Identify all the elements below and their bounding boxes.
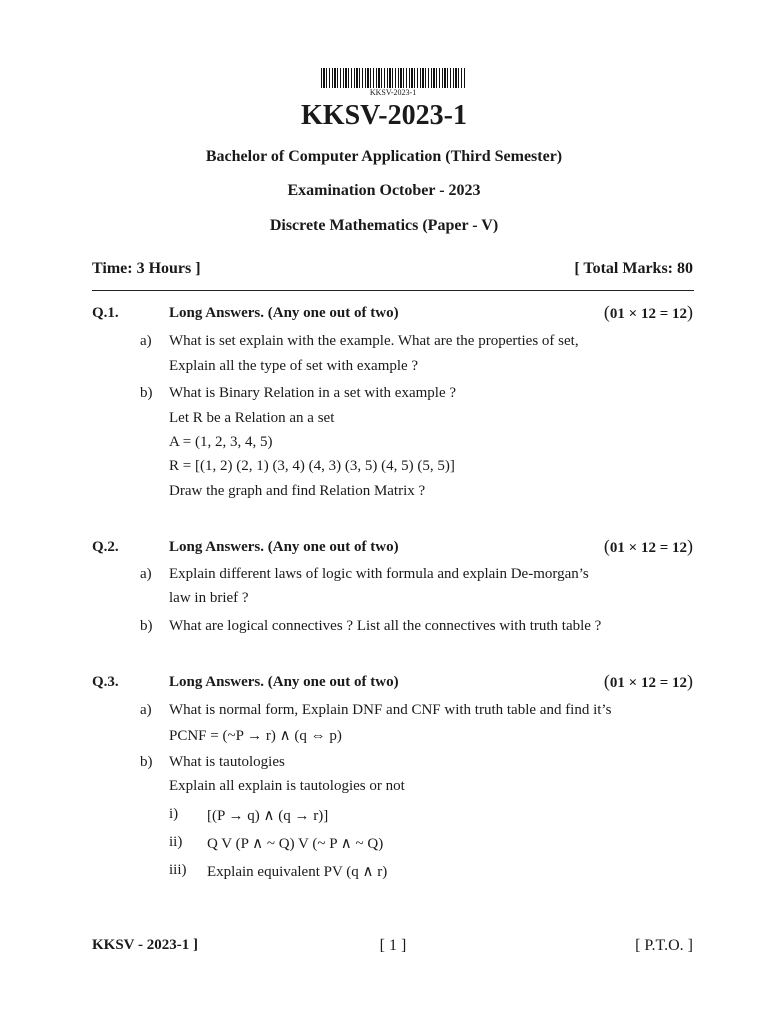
- part-label: a): [140, 566, 152, 582]
- page-number: [ 1 ]: [379, 937, 407, 954]
- part-text-line: Explain different laws of logic with formula and explain De-morgan’s: [169, 566, 589, 582]
- part-text-line: law in brief ?: [169, 590, 249, 606]
- question-number: Q.3.: [92, 674, 119, 690]
- please-turn-over: [ P.T.O. ]: [635, 937, 693, 954]
- question-marks: (01 × 12 = 12): [603, 671, 693, 691]
- question-title: Long Answers. (Any one out of two): [169, 539, 399, 555]
- part-text-line: What is Binary Relation in a set with example ?: [169, 385, 457, 401]
- part-text-line: A = (1, 2, 3, 4, 5): [169, 434, 273, 450]
- question-title: Long Answers. (Any one out of two): [169, 674, 399, 690]
- subpart-label: ii): [169, 834, 183, 850]
- subpart-text: Explain equivalent PV (q ∧ r): [207, 864, 388, 880]
- part-text-line: Explain all the type of set with example ?: [169, 358, 419, 374]
- question-number: Q.1.: [92, 305, 119, 321]
- barcode-caption: KKSV-2023-1: [369, 88, 417, 97]
- part-label: a): [140, 702, 152, 718]
- header-divider: [92, 290, 694, 291]
- paper-code-title: KKSV-2023-1: [301, 100, 467, 131]
- question-marks: (01 × 12 = 12): [603, 536, 693, 556]
- subject-name: Discrete Mathematics (Paper - V): [269, 217, 499, 234]
- part-label: b): [140, 754, 153, 770]
- exam-duration: Time: 3 Hours ]: [92, 260, 201, 277]
- part-text-line: PCNF = (~P → r) ∧ (q ⇔ p): [169, 728, 342, 744]
- part-text-line: R = [(1, 2) (2, 1) (3, 4) (4, 3) (3, 5) (4, 5) (5, 5)]: [169, 458, 455, 474]
- footer-paper-code: KKSV - 2023-1 ]: [92, 937, 198, 953]
- question-marks: (01 × 12 = 12): [603, 302, 693, 322]
- subpart-label: iii): [169, 862, 187, 878]
- barcode-image: [321, 68, 465, 88]
- part-text-line: What is tautologies: [169, 754, 285, 770]
- total-marks: [ Total Marks: 80: [574, 260, 693, 277]
- part-text-line: Let R be a Relation an a set: [169, 410, 335, 426]
- program-name: Bachelor of Computer Application (Third Semester): [205, 148, 563, 165]
- part-text-line: What is normal form, Explain DNF and CNF with truth table and find it’s: [169, 702, 612, 718]
- question-number: Q.2.: [92, 539, 119, 555]
- exam-session: Examination October - 2023: [287, 182, 481, 199]
- part-label: b): [140, 618, 153, 634]
- part-text-line: What are logical connectives ? List all the connectives with truth table ?: [169, 618, 602, 634]
- subpart-label: i): [169, 806, 179, 822]
- part-text-line: Explain all explain is tautologies or not: [169, 778, 405, 794]
- question-title: Long Answers. (Any one out of two): [169, 305, 399, 321]
- part-text-line: Draw the graph and find Relation Matrix ?: [169, 483, 426, 499]
- subpart-text: [(P → q) ∧ (q → r)]: [207, 808, 329, 824]
- part-text-line: What is set explain with the example. What are the properties of set,: [169, 333, 579, 349]
- part-label: b): [140, 385, 153, 401]
- subpart-text: Q V (P ∧ ~ Q) V (~ P ∧ ~ Q): [207, 836, 384, 852]
- part-label: a): [140, 333, 152, 349]
